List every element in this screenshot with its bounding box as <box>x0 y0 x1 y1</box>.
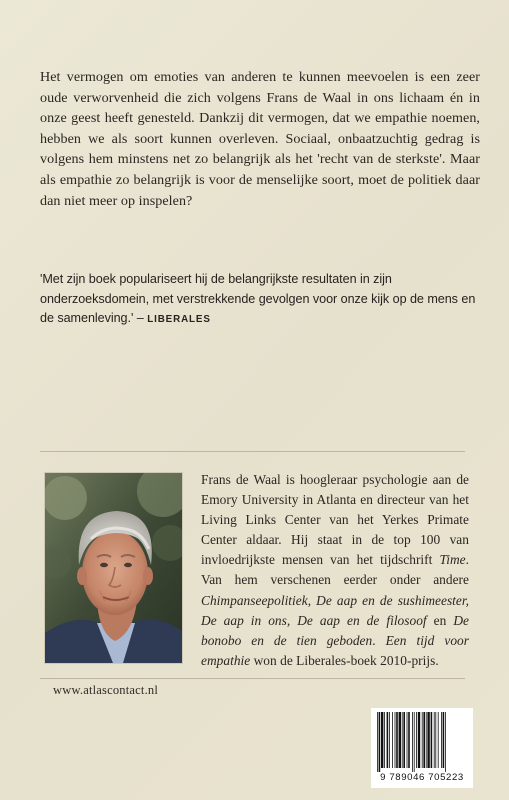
bio-part-2: . Van hem verschenen eerder onder andere <box>201 552 469 588</box>
divider-top <box>40 451 465 452</box>
author-bio <box>201 470 469 671</box>
bio-book-titles: Chimpanseepolitiek, De aap en de sushimeester, De aap in ons, De aap en de filosoof <box>201 592 469 628</box>
bio-book-title-empathie: Een tijd voor empathie <box>201 632 469 668</box>
divider-bottom <box>40 678 465 679</box>
quote-dash: – <box>133 311 148 325</box>
quote-source: LIBERALES <box>147 314 211 325</box>
bio-part-1: Frans de Waal is hoogleraar psychologie aan de Emory University in Atlanta en directeur van het Living Links Center van het Yerkes Primate Center aldaar. Hij staat in de top 100 van invloedrijkste mensen van het tijdschrift <box>201 472 469 568</box>
bio-book-title-bonobo: De bonobo en de tien geboden <box>201 612 469 648</box>
publisher-website: www.atlascontact.nl <box>53 683 159 697</box>
blurb-text: Het vermogen om emoties van anderen te kunnen meevoelen is een zeer oude verworvenheid die zich volgens Frans de Waal in ons lichaam én in onze geest heeft genesteld. Dankzij dit vermogen, dat we empathie noemen, hebben we als soort kunnen overleven. Sociaal, onbaatzuchtig gedrag is volgens hem minstens net zo belangrijk als het 'recht van de sterkste'. Maar als empathie zo belangrijk is voor de menselijke soort, moet de politiek daar dan niet meer op inspelen? <box>40 69 480 209</box>
barcode-bars <box>371 708 473 772</box>
bio-part-3: won de Liberales-boek 2010-prijs. <box>250 652 439 668</box>
author-photo <box>44 472 183 664</box>
bio-conjunction: en <box>426 612 454 628</box>
bio-magazine-title: Time <box>439 552 466 568</box>
isbn-barcode <box>371 708 473 788</box>
bio-period: . <box>372 632 386 648</box>
quote-text: 'Met zijn boek populariseert hij de belangrijkste resultaten in zijn onderzoeksdomein, met verstrekkende gevolgen voor onze kijk op de mens en de samenleving.' <box>40 272 476 325</box>
barcode-number: 9 789046 705223 <box>380 772 464 783</box>
review-quote <box>40 270 480 330</box>
author-portrait-image <box>45 473 182 663</box>
